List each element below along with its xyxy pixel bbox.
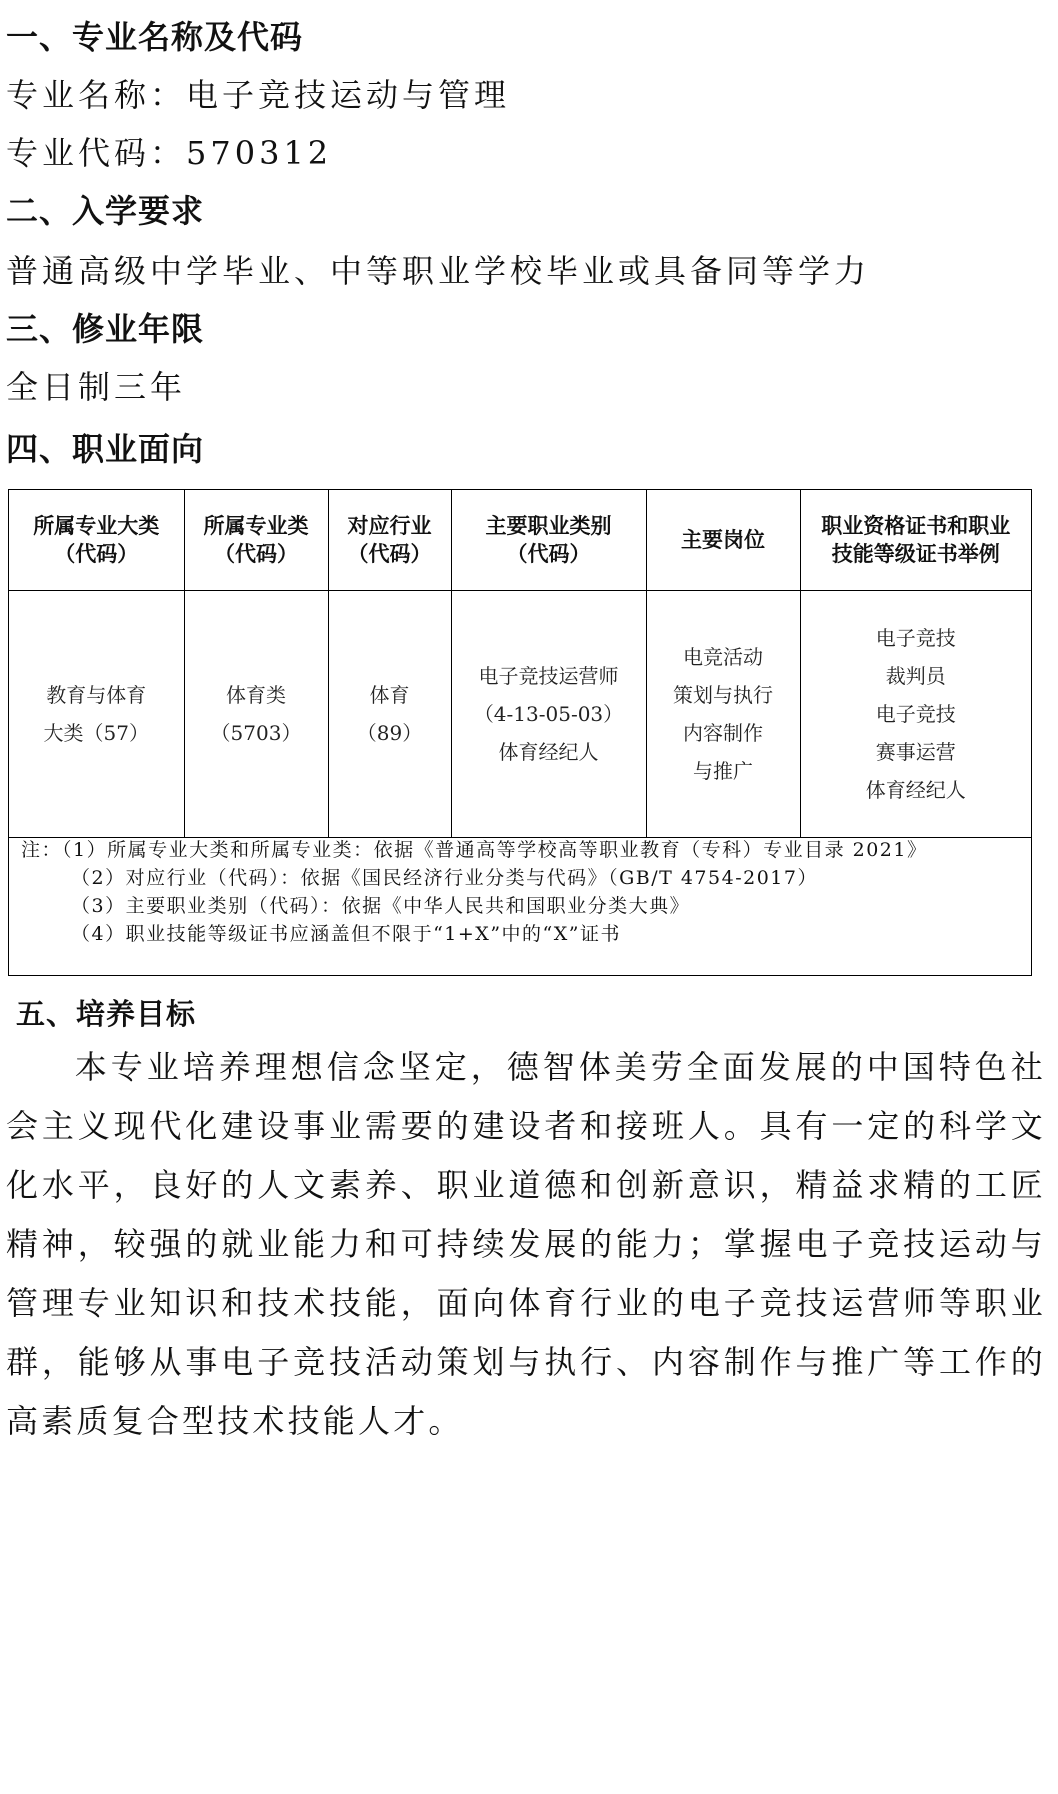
section-heading-goal: 五、培养目标 [16, 997, 197, 1031]
note-3: （3）主要职业类别（代码）：依据《中华人民共和国职业分类大典》 [71, 895, 691, 917]
training-goal-paragraph: 本专业培养理想信念坚定，德智体美劳全面发展的中国特色社会主义现代化建设事业需要的建设者和接班人。具有一定的科学文化水平，良好的人文素养、职业道德和创新意识，精益求精的工匠精神，较强的就业能力和可持续发展的能力；掌握电子竞技运动与管理专业知识和技术技能，面向体育行业的电子竞技运营师等职业群，能够从事电子竞技活动策划与执行、内容制作与推广等工作的高素质复合型技术技能人才。 [6, 1048, 1046, 1440]
admission-requirement: 普通高级中学毕业、中等职业学校毕业或具备同等学力 [6, 252, 871, 290]
header-certificates: 职业资格证书和职业 技能等级证书举例 [800, 490, 1031, 591]
career-table [8, 489, 1032, 976]
section-heading-admission: 二、入学要求 [6, 192, 205, 230]
cell-positions: 电竞活动 策划与执行 内容制作 与推广 [646, 591, 800, 838]
note-1: 注：（1）所属专业大类和所属专业类：依据《普通高等学校高等职业教育（专科）专业目录 2021》 [21, 839, 928, 861]
section-heading-duration: 三、修业年限 [6, 310, 205, 348]
cell-major-category: 教育与体育 大类（57） [9, 591, 184, 838]
major-name: 专业名称：电子竞技运动与管理 [6, 76, 511, 114]
cell-certificates: 电子竞技 裁判员 电子竞技 赛事运营 体育经纪人 [800, 591, 1031, 838]
header-major-category: 所属专业大类 （代码） [9, 490, 184, 591]
header-major-class: 所属专业类 （代码） [184, 490, 328, 591]
header-industry: 对应行业 （代码） [328, 490, 451, 591]
header-positions: 主要岗位 [646, 490, 800, 591]
section-heading-major: 一、专业名称及代码 [6, 18, 304, 56]
cell-occupation: 电子竞技运营师 （4-13-05-03） 体育经纪人 [451, 591, 646, 838]
major-code: 专业代码：570312 [6, 134, 333, 172]
note-2: （2）对应行业（代码）：依据《国民经济行业分类与代码》（GB/T 4754-2017） [71, 867, 818, 889]
section-heading-career: 四、职业面向 [6, 430, 205, 468]
header-occupation: 主要职业类别 （代码） [451, 490, 646, 591]
cell-industry: 体育 （89） [328, 591, 451, 838]
table-notes [21, 836, 927, 948]
cell-major-class: 体育类 （5703） [184, 591, 328, 838]
note-4: （4）职业技能等级证书应涵盖但不限于“1+X”中的“X”证书 [71, 923, 622, 945]
study-duration: 全日制三年 [6, 368, 187, 406]
